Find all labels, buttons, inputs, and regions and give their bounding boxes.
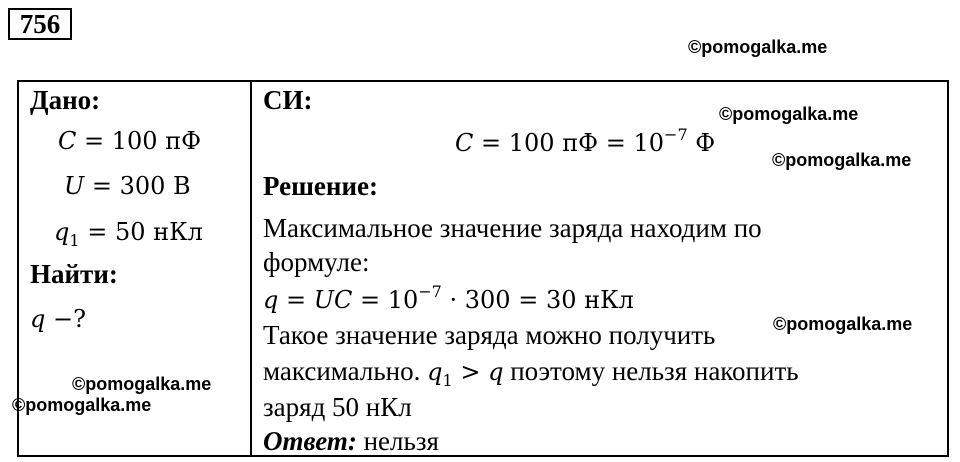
solution-formula: q = UC = $10^{-7} \cdot 300 = 30$ нКл [263,282,634,314]
solution-line-2: формуле: [263,247,370,277]
watermark: ©pomogalka.me [719,104,859,124]
given-voltage: U = 300 В [64,172,191,200]
given-capacitance: C = 100 пФ [58,127,202,155]
problem-number: 756 [8,8,72,40]
given-heading: Дано: [30,85,101,115]
watermark: ©pomogalka.me [773,314,913,334]
column-divider [250,80,252,457]
solution-line-3: Такое значение заряда можно получить [263,320,716,350]
watermark: ©pomogalka.me [72,374,212,394]
find-heading: Найти: [30,259,118,289]
find-value: q −? [30,305,86,333]
solution-line-5: заряд 50 нКл [263,392,412,422]
solution-heading: Решение: [263,171,378,201]
solution-line-1: Максимальное значение заряда находим по [263,213,762,243]
watermark: ©pomogalka.me [688,37,828,57]
answer: Ответ: нельзя [263,426,439,456]
given-charge: $q_1 = 50$ нКл [54,218,203,250]
solution-line-4: максимально. $q_1 > q$ поэтому нельзя накопить [263,356,799,390]
watermark: ©pomogalka.me [12,395,152,415]
si-conversion: C = 100 пФ = $10^{-7}$ Ф [455,125,716,157]
si-heading: СИ: [263,85,313,115]
watermark: ©pomogalka.me [772,150,912,170]
